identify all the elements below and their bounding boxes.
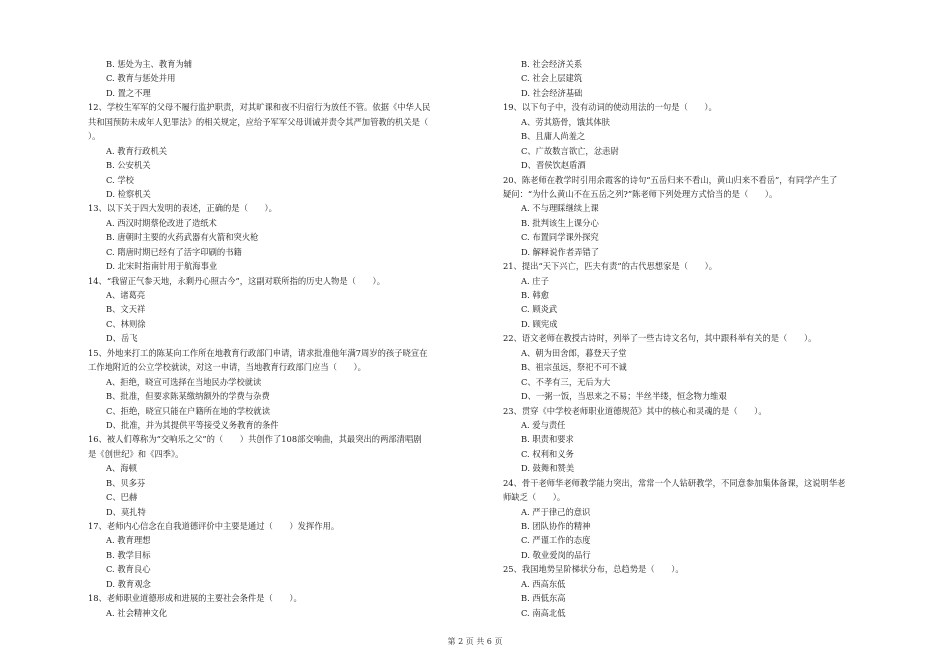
- question-text: 14、“我留正气参天地，永剩丹心照古今”，这副对联所指的历史人物是（ ）。: [88, 275, 385, 286]
- answer-option: D. 社会经济基础: [521, 87, 583, 98]
- answer-option: A. 庄子: [521, 275, 549, 286]
- answer-option: A、海顿: [106, 463, 137, 474]
- answer-option: C、广故数言欲亡，忿恚尉: [521, 145, 619, 156]
- question-text: 是《创世纪》和《四季》。: [88, 448, 184, 459]
- answer-option: B. 教学目标: [106, 549, 151, 560]
- answer-option: A. 教育理想: [106, 535, 151, 546]
- answer-option: B. 西低东高: [521, 593, 566, 604]
- answer-option: C. 顾炎武: [521, 304, 558, 315]
- question-text: 疑问：“为什么黄山不在五岳之列?”陈老师下列处理方式恰当的是（ ）。: [503, 188, 778, 199]
- answer-option: B. 唐朝时主要的火药武器有火箭和突火枪: [106, 232, 259, 243]
- answer-option: C、林则徐: [106, 318, 146, 329]
- question-text: 20、陈老师在教学时引用余霞客的诗句“五岳归来不看山，黄山归来不看岳”，有同学产生了: [503, 174, 838, 185]
- answer-option: A、拒绝，晓宣可选择在当地民办学校就读: [106, 376, 262, 387]
- answer-option: C. 教育良心: [106, 564, 151, 575]
- answer-option: D. 敬业爱岗的品行: [521, 549, 591, 560]
- answer-option: A、劳其筋骨，饿其体肤: [521, 116, 610, 127]
- answer-option: B、祖宗虽远，祭祀不可不诚: [521, 362, 627, 373]
- answer-option: B、批准，但要求陈某缴纳额外的学费与杂费: [106, 391, 270, 402]
- answer-option: D. 北宋时指南针用于航海事业: [106, 261, 218, 272]
- answer-option: B. 社会经济关系: [521, 59, 583, 69]
- answer-option: C、不孝有三，无后为大: [521, 376, 611, 387]
- answer-option: B. 韩愈: [521, 290, 549, 300]
- answer-option: D. 解释说作者弄错了: [521, 246, 600, 257]
- answer-option: D. 检察机关: [106, 188, 151, 199]
- answer-option: D. 顾宪成: [521, 318, 558, 329]
- answer-option: D、岳飞: [106, 333, 138, 344]
- answer-option: C. 教育与惩处并用: [106, 73, 176, 84]
- question-text: 25、我国地势呈阶梯状分布，总趋势是（ ）。: [503, 564, 684, 575]
- question-text: 22、语文老师在教授古诗时，列举了一些古诗文名句，其中跟科举有关的是（ ）。: [503, 333, 817, 344]
- answer-option: D. 置之不理: [106, 87, 151, 98]
- answer-option: D. 教育观念: [106, 578, 151, 589]
- question-text: 师缺乏（ ）。: [503, 492, 566, 503]
- question-text: 15、外地来打工的陈某向工作所在地教育行政部门申请，请求批准他年满7周岁的孩子晓宣在: [88, 347, 428, 358]
- left-column: [88, 57, 488, 620]
- answer-option: B、贝多芬: [106, 477, 146, 488]
- question-text: 18、老师职业道德形成和进展的主要社会条件是（ ）。: [88, 593, 302, 604]
- answer-option: C. 社会上层建筑: [521, 73, 583, 84]
- answer-option: D、批准，并为其提供平等接受义务教育的条件: [106, 419, 279, 430]
- answer-option: C、拒绝，晓宣只能在户籍所在地的学校就读: [106, 405, 270, 416]
- answer-option: B. 惩处为主、教育为辅: [106, 59, 193, 69]
- answer-option: D、一粥一饭，当思来之不易；半丝半缕，恒念物力维艰: [521, 391, 727, 402]
- question-text: 工作地附近的公立学校就读，对这一申请，当地教育行政部门应当（ ）。: [88, 362, 366, 373]
- answer-option: C. 严谨工作的态度: [521, 535, 591, 546]
- answer-option: C. 布置同学课外探究: [521, 232, 599, 243]
- answer-option: C. 隋唐时期已经有了活字印刷的书籍: [106, 246, 242, 257]
- question-text: 19、以下句子中，没有动词的使动用法的一句是（ ）。: [503, 102, 717, 113]
- answer-option: A. 不与理睬继续上课: [521, 203, 599, 214]
- question-text: 17、老师内心信念在自我道德评价中主要是通过（ ）发挥作用。: [88, 521, 340, 531]
- answer-option: B. 批判该生上课分心: [521, 217, 599, 228]
- answer-option: B. 公安机关: [106, 160, 151, 171]
- answer-option: B. 团队协作的精神: [521, 521, 591, 531]
- answer-option: C. 权利和义务: [521, 448, 574, 459]
- answer-option: C. 南高北低: [521, 607, 566, 618]
- question-text: 21、提出“天下兴亡，匹夫有责”的古代思想家是（ ）。: [503, 261, 718, 272]
- answer-option: A、诸葛亮: [106, 290, 146, 300]
- question-text: 13、以下关于四大发明的表述，正确的是（ ）。: [88, 203, 277, 214]
- right-column: [503, 57, 893, 620]
- answer-option: A. 教育行政机关: [106, 145, 168, 156]
- answer-option: B、文天祥: [106, 304, 146, 315]
- answer-option: A. 严于律己的意识: [521, 506, 591, 517]
- answer-option: A. 西汉时期蔡伦改进了造纸术: [106, 217, 217, 228]
- answer-option: B. 职责和要求: [521, 434, 574, 445]
- question-text: 16、被人们尊称为“交响乐之父”的（ ）共创作了108部交响曲，其最突出的两部清唱剧: [88, 434, 422, 445]
- question-text: ）。: [88, 131, 101, 142]
- answer-option: A. 西高东低: [521, 578, 566, 589]
- answer-option: A. 爱与责任: [521, 419, 566, 430]
- answer-option: A. 社会精神文化: [106, 607, 168, 618]
- question-text: 23、贯穿《中学校老师职业道德规范》其中的核心和灵魂的是（ ）。: [503, 405, 767, 416]
- answer-option: D、晋侯饮赵盾酒: [521, 160, 586, 171]
- question-text: 24、骨干老师华老师教学能力突出，常常一个人钻研教学，不同意参加集体备课，这说明华老: [503, 477, 846, 488]
- answer-option: C、巴赫: [106, 492, 138, 503]
- answer-option: A、朝为田舍郎，暮登天子堂: [521, 347, 627, 358]
- answer-option: B、且庸人尚羞之: [521, 131, 586, 142]
- page-footer: 第 2 页 共 6 页: [447, 637, 503, 646]
- question-text: 12、学校生军军的父母不履行监护职责，对其旷课和夜不归宿行为放任不管。依据《中华人民: [88, 102, 431, 113]
- answer-option: C. 学校: [106, 174, 134, 185]
- answer-option: D、莫扎特: [106, 506, 146, 517]
- question-text: 共和国预防未成年人犯罪法》的相关规定，应给予军军父母训诫并责令其严加管教的机关是（: [88, 116, 429, 127]
- answer-option: D. 鼓舞和赞美: [521, 463, 575, 474]
